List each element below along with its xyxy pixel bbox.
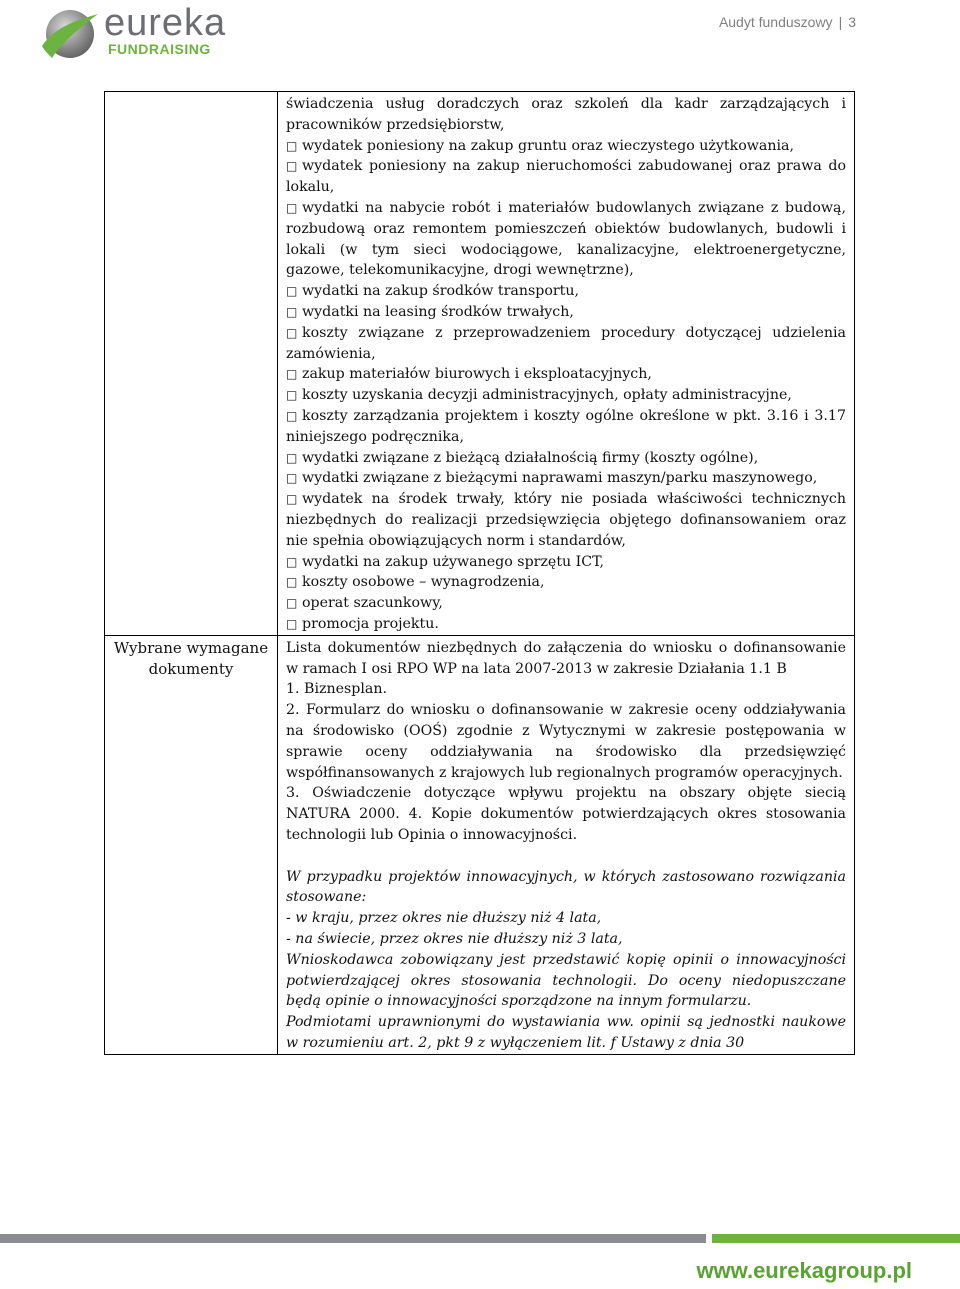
- bullet-icon: □: [286, 388, 298, 403]
- bullet-icon: □: [286, 138, 298, 153]
- bullet-icon: □: [286, 616, 298, 631]
- list-item-text: wydatki na zakup środków transportu,: [302, 283, 580, 300]
- list-item: [286, 489, 846, 551]
- list-item-text: wydatki na zakup używanego sprzętu ICT,: [302, 553, 605, 570]
- documents-cell: [278, 635, 855, 1054]
- brand-logo: [38, 2, 268, 62]
- header-separator: |: [838, 14, 843, 30]
- list-item: [286, 552, 846, 573]
- list-item-text: wydatek poniesiony na zakup nieruchomości zabudowanej oraz prawa do lokalu,: [286, 158, 846, 196]
- list-item: [286, 281, 846, 302]
- list-item: [286, 406, 846, 448]
- bullet-icon: □: [286, 325, 298, 340]
- brand-subtitle: FUNDRAISING: [108, 41, 211, 57]
- list-item-text: wydatki związane z bieżącymi naprawami maszyn/parku maszynowego,: [302, 470, 818, 487]
- bullet-icon: □: [286, 367, 298, 382]
- documents-list: [286, 679, 846, 845]
- bullet-icon: □: [286, 471, 298, 486]
- list-item: [286, 198, 846, 281]
- list-item-text: wydatki na nabycie robót i materiałów budowlanych związane z budową, rozbudową oraz remontem pomieszczeń obiektów budowlanych, budowli i lokali (w tym sieci wodociągowe, kanalizacyjne, elektroenergetyczne, gazowe, telekomunikacyjne, drogi wewnętrzne),: [286, 199, 846, 279]
- list-item-text: koszty zarządzania projektem i koszty ogólne określone w pkt. 3.16 i 3.17 niniejszego podręcznika,: [286, 407, 846, 445]
- footer-website-link[interactable]: www.eurekagroup.pl: [696, 1258, 912, 1283]
- list-item-text: promocja projektu.: [302, 615, 439, 632]
- document-item: 2. Formularz do wniosku o dofinansowanie w zakresie oceny oddziaływania na środowisko (OOŚ) zgodnie z Wytycznymi w zakresie postępowania w sprawie oceny oddziaływania na środowisko dla przedsięwzięć współfinansowanych z krajowych lub regionalnych programów operacyjnych.: [286, 702, 846, 781]
- bullet-icon: □: [286, 408, 298, 423]
- brand-name: eureka: [104, 2, 227, 44]
- list-item: [286, 614, 846, 635]
- list-item-text: świadczenia usług doradczych oraz szkoleń dla kadr zarządzających i pracowników przedsiębiorstw,: [286, 96, 846, 133]
- table-row-documents: [105, 635, 855, 1054]
- list-item-text: wydatki związane z bieżącą działalnością firmy (koszty ogólne),: [302, 449, 759, 466]
- innovation-note-line: Wnioskodawca zobowiązany jest przedstawić kopię opinii o innowacyjności potwierdzającej okres stosowania technologii. Do oceny niedopuszczane będą opinie o innowacyjności sporządzone na innym formularzu.: [286, 951, 846, 1010]
- list-item: [286, 468, 846, 489]
- list-item-text: wydatek na środek trwały, który nie posiada właściwości technicznych niezbędnych do realizacji przedsięwzięcia objętego dofinansowaniem oraz nie spełnia obowiązujących norm i standardów,: [286, 491, 846, 549]
- list-item: [286, 94, 846, 136]
- eligibility-table: [104, 91, 855, 1055]
- bullet-icon: □: [286, 159, 298, 174]
- innovation-note-line: - na świecie, przez okres nie dłuższy niż 3 lata,: [286, 931, 623, 948]
- bullet-icon: □: [286, 304, 298, 319]
- list-item: [286, 323, 846, 365]
- costs-list: [278, 92, 854, 635]
- list-item-text: operat szacunkowy,: [302, 595, 443, 612]
- innovation-note-line: Podmiotami uprawnionymi do wystawiania ww. opinii są jednostki naukowe w rozumieniu art. 2, pkt 9 z wyłączeniem lit. f Ustawy z dnia 30: [286, 1014, 846, 1052]
- innovation-note-line: - w kraju, przez okres nie dłuższy niż 4 lata,: [286, 910, 602, 927]
- footer-bar-gray: [0, 1234, 706, 1243]
- footer-bar: [0, 1234, 960, 1243]
- document-item: 1. Biznesplan.: [286, 681, 388, 698]
- footer-bar-green: [712, 1234, 960, 1243]
- running-header: [719, 14, 856, 30]
- bullet-icon: □: [286, 575, 298, 590]
- bullet-icon: □: [286, 284, 298, 299]
- list-item: [286, 572, 846, 593]
- page-number: 3: [848, 14, 856, 30]
- left-cell-empty: [105, 92, 278, 636]
- document-title: Audyt funduszowy: [718, 14, 833, 30]
- list-item: [286, 385, 846, 406]
- spacer: [286, 846, 846, 867]
- table-row-costs: [105, 92, 855, 636]
- bullet-icon: □: [286, 554, 298, 569]
- list-item: [286, 593, 846, 614]
- list-item-text: wydatki na leasing środków trwałych,: [302, 303, 574, 320]
- bullet-icon: □: [286, 596, 298, 611]
- innovation-note-line: W przypadku projektów innowacyjnych, w których zastosowano rozwiązania stosowane:: [286, 868, 846, 906]
- globe-logo-icon: [38, 6, 100, 62]
- list-item-text: koszty związane z przeprowadzeniem procedury dotyczącej udzielenia zamówienia,: [286, 324, 846, 362]
- list-item-text: wydatek poniesiony na zakup gruntu oraz wieczystego użytkowania,: [302, 137, 794, 154]
- bullet-icon: □: [286, 492, 298, 507]
- innovation-note: [286, 867, 846, 1054]
- list-item-text: zakup materiałów biurowych i eksploatacyjnych,: [302, 366, 652, 383]
- list-item: [286, 364, 846, 385]
- list-item: [286, 156, 846, 198]
- documents-intro: Lista dokumentów niezbędnych do załączenia do wniosku o dofinansowanie w ramach I osi RPO WP na lata 2007-2013 w zakresie Działania 1.1 B: [286, 639, 846, 677]
- bullet-icon: □: [286, 200, 298, 215]
- list-item: [286, 448, 846, 469]
- left-cell-label: [105, 635, 278, 1054]
- list-item-text: koszty uzyskania decyzji administracyjnych, opłaty administracyjne,: [302, 387, 792, 404]
- bullet-icon: □: [286, 450, 298, 465]
- costs-cell: [278, 92, 855, 636]
- document-item: 3. Oświadczenie dotyczące wpływu projektu na obszary objęte siecią NATURA 2000. 4. Kopie dokumentów potwierdzających okres stosowania technologii lub Opinia o innowacyjności.: [286, 785, 846, 843]
- documents-label: Wybrane wymagane dokumenty: [113, 638, 269, 678]
- documents-content: [278, 636, 854, 1054]
- list-item: [286, 302, 846, 323]
- list-item-text: koszty osobowe – wynagrodzenia,: [302, 574, 545, 591]
- list-item: [286, 136, 846, 157]
